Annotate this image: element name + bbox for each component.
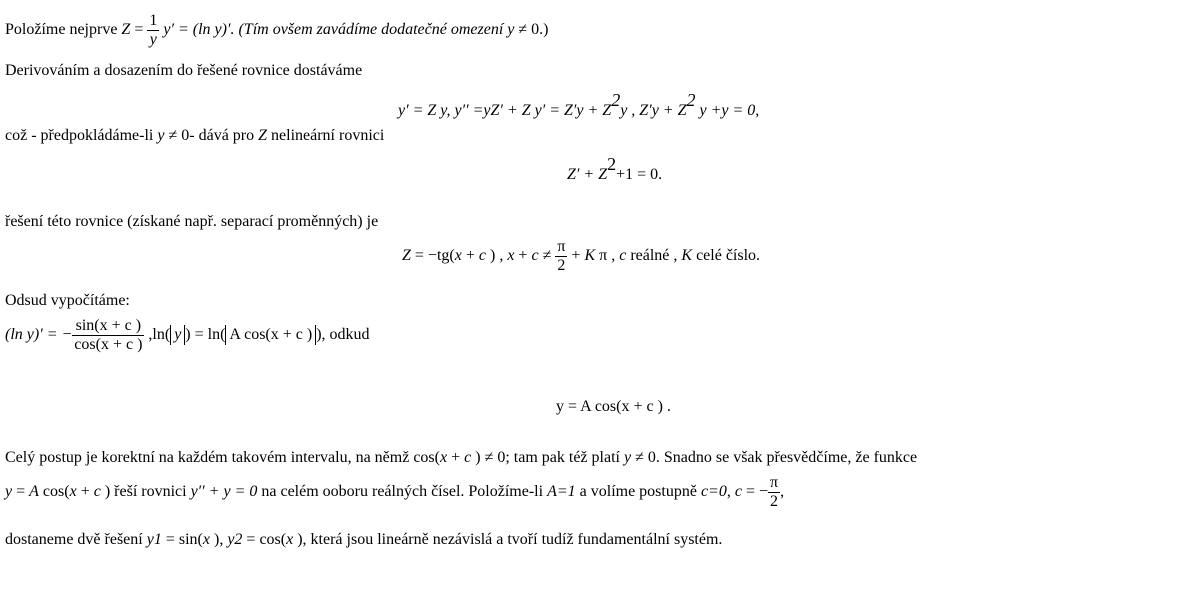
abs-a-cos: A cos(x + c ) <box>225 325 316 345</box>
line-validity: Celý postup je korektní na každém takovém intervalu, na němž cos(x + c ) ≠ 0; tam pak též platí y ≠ 0. Snadno se však přesvědčíme, že funkce <box>5 449 918 466</box>
line-z-solution: Z = −tg(x + c ) , x + c ≠ $\frac{\pi}{2}$ + K π , c reálné , K celé číslo. <box>402 238 761 274</box>
abs-y: y <box>170 325 185 345</box>
line-fundamental-system: dostaneme dvě řešení y1 = sin(x ), y2 = cos(x ), která jsou lineárně nezávislá a tvoří tudíž fundamentální systém. <box>5 531 723 548</box>
line-derivation-intro: Derivováním a dosazením do řešené rovnice dostáváme <box>5 62 363 79</box>
line-solution-intro: řešení této rovnice (získané např. separací proměnných) je <box>5 213 379 230</box>
fraction-one-over-y: $\frac{1}{y}$ <box>149 12 158 48</box>
line-nonlinear-intro: což - předpokládáme-li y ≠ 0- dává pro Z nelineární rovnici <box>5 127 385 144</box>
line-y-solution: y = A cos(x + c ) . <box>556 398 671 415</box>
line-solves-equation: y = A cos(x + c ) řeší rovnici y′′ + y = 0 na celém ooboru reálných čísel. Položíme-li A=1 a volíme postupně c=0, c = − $\frac{\pi}{2}$ , <box>5 474 785 510</box>
line-riccati-equation: Z′ + Z2+1 = 0. <box>567 154 663 183</box>
fraction-neg-pi-over-two: $\frac{\pi}{2}$ <box>770 474 779 510</box>
fraction-pi-over-two: $\frac{\pi}{2}$ <box>557 238 566 274</box>
line-compute-intro: Odsud vypočítáme: <box>5 292 130 309</box>
line-log-derivative: (ln y)′ = − $\frac{\sin(x + c )}{\cos(x + c )}$ ,ln( y ) = ln( A cos(x + c ) ), odkud <box>5 317 370 353</box>
line-substitution: Položíme nejprve Z = $\frac{1}{y}$ y′ = (ln y)′. (Tím ovšem zavádíme dodatečné omezení y ≠ 0.) <box>5 12 549 48</box>
line-derivatives-equation: y′ = Z y, y′′ =yZ′ + Z y′ = Z′y + Z2y , Z′y + Z2 y +y = 0, <box>398 90 760 119</box>
fraction-sin-over-cos: $\frac{\sin(x + c )}{\cos(x + c )}$ <box>74 317 143 353</box>
